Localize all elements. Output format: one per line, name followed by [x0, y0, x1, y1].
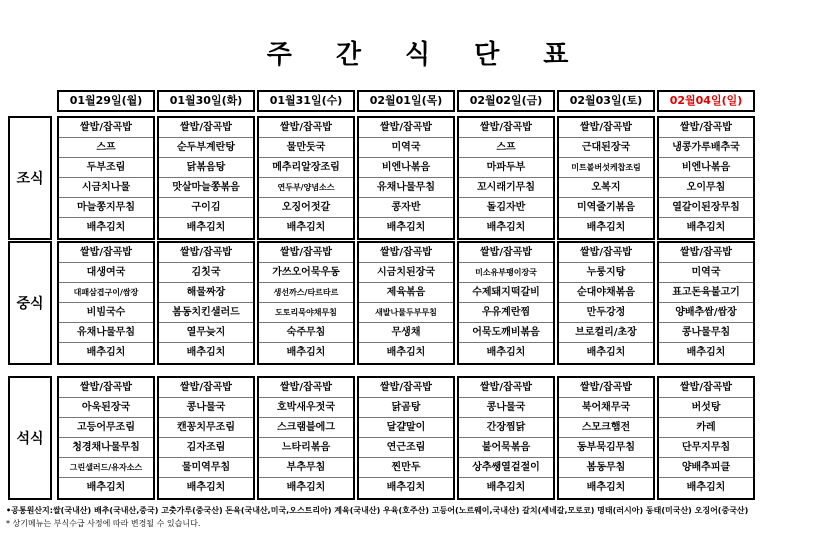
menu-item: 순대야채볶음	[559, 283, 653, 303]
menu-item: 캔꽁치무조림	[159, 418, 253, 438]
menu-item: 쌀밥/잡곡밥	[159, 243, 253, 263]
menu-item: 김칫국	[159, 263, 253, 283]
menu-item: 배추김치	[486, 222, 526, 233]
menu-item: 봄동무침	[559, 458, 653, 478]
menu-item: 쌀밥/잡곡밥	[659, 118, 753, 138]
menu-item: 불어묵볶음	[459, 438, 553, 458]
menu-column	[557, 241, 655, 365]
menu-item: 상추쌩열겉절이	[459, 458, 553, 478]
menu-column	[257, 376, 355, 500]
menu-item: 배추김치	[286, 222, 326, 233]
menu-item: 구이김	[159, 198, 253, 218]
menu-item: 새발나물두부무침	[359, 303, 453, 323]
menu-item: 물만둣국	[259, 138, 353, 158]
menu-item: 무생채	[359, 323, 453, 343]
menu-item: 배추김치	[386, 482, 426, 493]
menu-item: 쌀밥/잡곡밥	[559, 243, 653, 263]
menu-item: 배추김치	[686, 347, 726, 358]
menu-column	[457, 116, 555, 240]
menu-item: 미소유부팽이장국	[459, 263, 553, 283]
menu-item: 배추김치	[286, 482, 326, 493]
menu-item: 우유계란찜	[459, 303, 553, 323]
menu-item: 느타리볶음	[259, 438, 353, 458]
menu-item: 냉콩가루배추국	[659, 138, 753, 158]
day-header: 01월29일(월)	[57, 90, 155, 112]
menu-item: 콩자반	[359, 198, 453, 218]
menu-item: 쌀밥/잡곡밥	[159, 378, 253, 398]
menu-item: 배추김치	[586, 222, 626, 233]
menu-item: 도토리묵야채무침	[259, 303, 353, 323]
day-header: 02월01일(목)	[357, 90, 455, 112]
menu-item: 누룽지탕	[559, 263, 653, 283]
menu-item: 간장찜닭	[459, 418, 553, 438]
menu-column	[457, 241, 555, 365]
menu-column	[157, 376, 255, 500]
menu-item: 유채나물무침	[359, 178, 453, 198]
menu-item: 열갈이된장무침	[659, 198, 753, 218]
day-header: 02월02일(금)	[457, 90, 555, 112]
menu-item: 배추김치	[586, 482, 626, 493]
change-notice: * 상기메뉴는 부식수급 사정에 따라 변경될 수 있습니다.	[6, 519, 201, 528]
menu-item: 근대된장국	[559, 138, 653, 158]
menu-item: 콩나물국	[159, 398, 253, 418]
menu-item: 가쓰오어묵우동	[259, 263, 353, 283]
menu-column	[457, 376, 555, 500]
menu-item: 제육볶음	[359, 283, 453, 303]
title-char: 식	[404, 40, 431, 70]
menu-column	[357, 241, 455, 365]
menu-item: 숙주무침	[259, 323, 353, 343]
menu-item: 양배추피클	[659, 458, 753, 478]
menu-item: 비빔국수	[59, 303, 153, 323]
menu-item: 미트볼버섯케찹조림	[559, 158, 653, 178]
day-header: 02월03일(토)	[557, 90, 655, 112]
origin-note: •공통원산지:쌀(국내산) 배추(국내산,중국) 고춧가루(중국산) 돈육(국내산,미국,오스트리아) 계육(국내산) 우육(호주산) 고등어(노르웨이,국내산) 갈치(세네갈,모로코) 명태(러시아) 동태(미국산) 오징어(중국산)	[6, 506, 749, 515]
menu-item: 쌀밥/잡곡밥	[259, 118, 353, 138]
menu-item: 열무늦지	[159, 323, 253, 343]
menu-item: 생선까스/타르타르	[259, 283, 353, 303]
title-char: 단	[474, 40, 500, 70]
menu-item: 미역줄기볶음	[559, 198, 653, 218]
menu-item: 브로컬리/초장	[559, 323, 653, 343]
menu-item: 대생여국	[59, 263, 153, 283]
title-char: 주	[266, 40, 292, 70]
menu-item: 배추김치	[686, 482, 726, 493]
menu-item: 연근조림	[359, 438, 453, 458]
menu-item: 쌀밥/잡곡밥	[259, 378, 353, 398]
meal-label: 석식	[8, 376, 52, 500]
menu-item: 마늘쫑지무침	[59, 198, 153, 218]
menu-item: 배추김치	[686, 222, 726, 233]
menu-item: 돌김자반	[459, 198, 553, 218]
menu-column	[657, 241, 755, 365]
menu-item: 그린샐러드/유자소스	[59, 458, 153, 478]
menu-column	[157, 116, 255, 240]
menu-item: 미역국	[659, 263, 753, 283]
menu-item: 배추김치	[186, 347, 226, 358]
menu-item: 배추김치	[86, 222, 126, 233]
menu-item: 카레	[659, 418, 753, 438]
menu-item: 배추김치	[286, 347, 326, 358]
menu-item: 닭볶음탕	[159, 158, 253, 178]
menu-item: 순두부계란탕	[159, 138, 253, 158]
menu-item: 쌀밥/잡곡밥	[59, 378, 153, 398]
menu-column	[657, 116, 755, 240]
menu-item: 스크램블에그	[259, 418, 353, 438]
menu-item: 청경채나물무침	[59, 438, 153, 458]
menu-item: 시금치나물	[59, 178, 153, 198]
menu-item: 배추김치	[186, 222, 226, 233]
menu-item: 표고돈육불고기	[659, 283, 753, 303]
menu-item: 봄동치킨샐러드	[159, 303, 253, 323]
day-header: 01월31일(수)	[257, 90, 355, 112]
menu-column	[557, 116, 655, 240]
menu-item: 쌀밥/잡곡밥	[59, 243, 153, 263]
menu-item: 미역국	[359, 138, 453, 158]
menu-item: 김자조림	[159, 438, 253, 458]
menu-item: 오복지	[559, 178, 653, 198]
menu-item: 물미역무침	[159, 458, 253, 478]
day-header: 02월04일(일)	[657, 90, 755, 112]
menu-item: 배추김치	[386, 347, 426, 358]
meal-label: 조식	[8, 116, 52, 240]
menu-column	[157, 241, 255, 365]
menu-item: 맛살마늘쫑볶음	[159, 178, 253, 198]
menu-item: 쌀밥/잡곡밥	[359, 243, 453, 263]
menu-item: 고등어무조림	[59, 418, 153, 438]
menu-item: 북어채무국	[559, 398, 653, 418]
menu-item: 만두강정	[559, 303, 653, 323]
menu-item: 단무지무침	[659, 438, 753, 458]
menu-item: 해물짜장	[159, 283, 253, 303]
menu-item: 쌀밥/잡곡밥	[559, 118, 653, 138]
day-header: 01월30일(화)	[157, 90, 255, 112]
menu-item: 배추김치	[486, 347, 526, 358]
menu-item: 쌀밥/잡곡밥	[59, 118, 153, 138]
menu-item: 배추김치	[586, 347, 626, 358]
menu-column	[357, 116, 455, 240]
menu-column	[57, 116, 155, 240]
menu-item: 대패삼겹구이/쌈장	[59, 283, 153, 303]
menu-item: 쌀밥/잡곡밥	[459, 243, 553, 263]
menu-item: 어묵도깨비볶음	[459, 323, 553, 343]
menu-item: 오이무침	[659, 178, 753, 198]
menu-item: 양배추쌈/쌈장	[659, 303, 753, 323]
page-title	[0, 34, 835, 71]
menu-item: 버섯탕	[659, 398, 753, 418]
menu-item: 연두부/양념소스	[259, 178, 353, 198]
menu-item: 오징어젓갈	[259, 198, 353, 218]
menu-item: 비엔나볶음	[359, 158, 453, 178]
menu-item: 아욱된장국	[59, 398, 153, 418]
menu-item: 스모크햄전	[559, 418, 653, 438]
menu-item: 스프	[459, 138, 553, 158]
menu-item: 호박새우젓국	[259, 398, 353, 418]
menu-item: 쌀밥/잡곡밥	[159, 118, 253, 138]
menu-item: 배추김치	[86, 482, 126, 493]
menu-item: 쌀밥/잡곡밥	[459, 118, 553, 138]
menu-item: 시금치된장국	[359, 263, 453, 283]
menu-item: 쌀밥/잡곡밥	[359, 378, 453, 398]
menu-item: 쌀밥/잡곡밥	[259, 243, 353, 263]
menu-column	[57, 241, 155, 365]
menu-item: 배추김치	[86, 347, 126, 358]
menu-item: 쌀밥/잡곡밥	[359, 118, 453, 138]
menu-item: 마파두부	[459, 158, 553, 178]
menu-item: 꼬시래기무침	[459, 178, 553, 198]
menu-item: 쌀밥/잡곡밥	[659, 243, 753, 263]
menu-item: 찐만두	[359, 458, 453, 478]
menu-item: 달걀말이	[359, 418, 453, 438]
menu-column	[257, 116, 355, 240]
menu-item: 배추김치	[186, 482, 226, 493]
menu-column	[657, 376, 755, 500]
menu-item: 비엔나볶음	[659, 158, 753, 178]
menu-item: 쌀밥/잡곡밥	[659, 378, 753, 398]
meal-label: 중식	[8, 241, 52, 365]
title-char: 표	[543, 40, 569, 70]
menu-column	[557, 376, 655, 500]
menu-column	[57, 376, 155, 500]
menu-item: 스프	[59, 138, 153, 158]
menu-item: 수제돼지떡갈비	[459, 283, 553, 303]
menu-item: 배추김치	[486, 482, 526, 493]
menu-item: 메추리알장조림	[259, 158, 353, 178]
menu-item: 배추김치	[386, 222, 426, 233]
menu-item: 콩나물국	[459, 398, 553, 418]
menu-column	[357, 376, 455, 500]
menu-item: 유채나물무침	[59, 323, 153, 343]
menu-item: 쌀밥/잡곡밥	[459, 378, 553, 398]
menu-item: 쌀밥/잡곡밥	[559, 378, 653, 398]
title-char: 간	[335, 40, 361, 70]
menu-item: 동부묵김무침	[559, 438, 653, 458]
menu-column	[257, 241, 355, 365]
menu-item: 콩나물무침	[659, 323, 753, 343]
menu-item: 닭곰탕	[359, 398, 453, 418]
menu-item: 부추무침	[259, 458, 353, 478]
menu-item: 두부조림	[59, 158, 153, 178]
